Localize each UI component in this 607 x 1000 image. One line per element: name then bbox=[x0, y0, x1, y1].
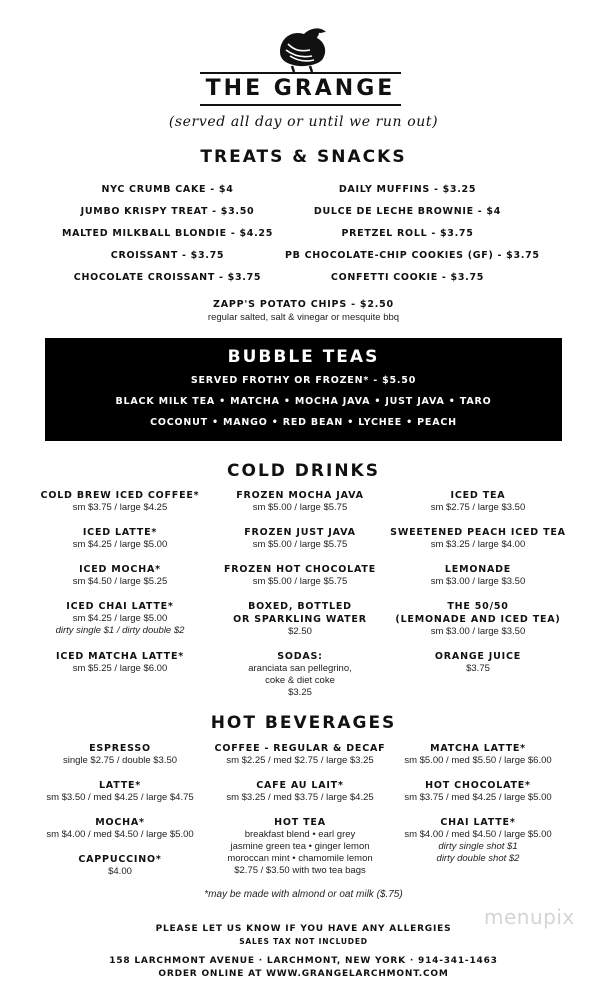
item-name: THE 50/50 bbox=[447, 601, 509, 612]
menu-item bbox=[200, 742, 400, 767]
treat-item: CHOCOLATE CROISSANT - $3.75 bbox=[73, 272, 262, 283]
menu-item bbox=[378, 816, 578, 865]
item-name-line2: OR SPARKLING WATER bbox=[233, 614, 367, 625]
item-name: LATTE* bbox=[98, 780, 142, 791]
tax-note: SALES TAX NOT INCLUDED bbox=[239, 937, 368, 946]
item-name: SWEETENED PEACH ICED TEA bbox=[390, 527, 566, 538]
menu-item bbox=[200, 779, 400, 804]
menu-item bbox=[200, 650, 400, 699]
treat-item: DULCE DE LECHE BROWNIE - $4 bbox=[313, 206, 502, 217]
item-price: sm $3.00 / large $3.50 bbox=[430, 576, 526, 587]
item-desc: coke & diet coke bbox=[265, 675, 335, 686]
item-note: dirty double shot $2 bbox=[436, 853, 520, 864]
menu-item bbox=[200, 816, 400, 877]
hot-heading: HOT BEVERAGES bbox=[210, 713, 397, 733]
item-desc: aranciata san pellegrino, bbox=[248, 663, 352, 674]
item-price: sm $2.75 / large $3.50 bbox=[430, 502, 526, 513]
treat-item: JUMBO KRISPY TREAT - $3.50 bbox=[80, 206, 255, 217]
treats-heading: TREATS & SNACKS bbox=[200, 147, 407, 167]
item-name: SODAS: bbox=[277, 651, 323, 662]
menu-item bbox=[378, 563, 578, 588]
item-price: sm $4.00 / med $4.50 / large $5.00 bbox=[404, 829, 552, 840]
rooster-logo-icon bbox=[270, 24, 336, 72]
item-name-line2: (LEMONADE AND ICED TEA) bbox=[395, 614, 561, 625]
restaurant-title: THE GRANGE bbox=[205, 76, 396, 101]
menu-item bbox=[378, 742, 578, 767]
bubble-heading: BUBBLE TEAS bbox=[227, 347, 380, 367]
item-price: sm $3.75 / med $4.25 / large $5.00 bbox=[404, 792, 552, 803]
cold-heading: COLD DRINKS bbox=[227, 461, 380, 481]
bubble-line: COCONUT • MANGO • RED BEAN • LYCHEE • PEACH bbox=[150, 417, 457, 428]
item-price: sm $4.25 / large $5.00 bbox=[72, 613, 168, 624]
item-name: FROZEN HOT CHOCOLATE bbox=[223, 564, 376, 575]
menu-item bbox=[200, 600, 400, 638]
item-price: $4.00 bbox=[108, 866, 132, 877]
item-price: sm $2.25 / med $2.75 / large $3.25 bbox=[226, 755, 374, 766]
item-price: sm $5.00 / med $5.50 / large $6.00 bbox=[404, 755, 552, 766]
milk-note: *may be made with almond or oat milk ($.75) bbox=[204, 889, 403, 900]
menu-item bbox=[378, 489, 578, 514]
treat-item: DAILY MUFFINS - $3.25 bbox=[338, 184, 477, 195]
menu-item bbox=[378, 650, 578, 675]
menu-item bbox=[20, 650, 220, 675]
item-name: ICED LATTE* bbox=[82, 527, 158, 538]
menu-item bbox=[200, 489, 400, 514]
item-price: sm $5.00 / large $5.75 bbox=[252, 576, 348, 587]
item-desc: jasmine green tea • ginger lemon bbox=[230, 841, 370, 852]
item-price: sm $3.00 / large $3.50 bbox=[430, 626, 526, 637]
item-desc: moroccan mint • chamomile lemon bbox=[227, 853, 373, 864]
item-name: CHAI LATTE* bbox=[440, 817, 516, 828]
bubble-line: BLACK MILK TEA • MATCHA • MOCHA JAVA • JUST JAVA • TARO bbox=[115, 396, 492, 407]
item-note: dirty single shot $1 bbox=[438, 841, 518, 852]
item-name: ESPRESSO bbox=[89, 743, 151, 754]
item-name: ICED CHAI LATTE* bbox=[66, 601, 174, 612]
menu-item bbox=[378, 600, 578, 638]
item-name: CAFE AU LAIT* bbox=[256, 780, 344, 791]
treat-item: PRETZEL ROLL - $3.75 bbox=[341, 228, 474, 239]
item-price: sm $4.00 / med $4.50 / large $5.00 bbox=[46, 829, 194, 840]
menu-item bbox=[20, 742, 220, 767]
treat-item: MALTED MILKBALL BLONDIE - $4.25 bbox=[61, 228, 274, 239]
item-price: sm $3.50 / med $4.25 / large $4.75 bbox=[46, 792, 194, 803]
item-price: sm $3.25 / large $4.00 bbox=[430, 539, 526, 550]
item-name: ICED MOCHA* bbox=[79, 564, 161, 575]
menu-item bbox=[378, 526, 578, 551]
item-name: MOCHA* bbox=[95, 817, 145, 828]
item-name: HOT TEA bbox=[274, 817, 326, 828]
item-price: sm $5.25 / large $6.00 bbox=[72, 663, 168, 674]
item-price: sm $4.25 / large $5.00 bbox=[72, 539, 168, 550]
item-price: $3.75 bbox=[466, 663, 490, 674]
menu-item bbox=[20, 600, 220, 637]
item-name: CAPPUCCINO* bbox=[78, 854, 162, 865]
treat-item: CONFETTI COOKIE - $3.75 bbox=[330, 272, 485, 283]
item-price: $2.50 bbox=[288, 626, 312, 637]
menu-item bbox=[378, 779, 578, 804]
tagline: (served all day or until we run out) bbox=[168, 114, 439, 130]
menu-item bbox=[20, 526, 220, 551]
item-price: sm $4.50 / large $5.25 bbox=[72, 576, 168, 587]
item-desc: breakfast blend • earl grey bbox=[244, 829, 356, 840]
item-name: COFFEE - REGULAR & DECAF bbox=[214, 743, 386, 754]
menu-item bbox=[200, 563, 400, 588]
item-note: dirty single $1 / dirty double $2 bbox=[55, 625, 185, 636]
menu-item bbox=[20, 563, 220, 588]
menu-item bbox=[20, 853, 220, 878]
item-price: sm $5.00 / large $5.75 bbox=[252, 539, 348, 550]
item-name: COLD BREW ICED COFFEE* bbox=[40, 490, 200, 501]
treat-item: NYC CRUMB CAKE - $4 bbox=[101, 184, 234, 195]
chips-sub: regular salted, salt & vinegar or mesquite bbq bbox=[207, 312, 400, 323]
order-online: ORDER ONLINE AT WWW.GRANGELARCHMONT.COM bbox=[158, 969, 449, 979]
item-name: HOT CHOCOLATE* bbox=[425, 780, 531, 791]
item-name: ORANGE JUICE bbox=[434, 651, 522, 662]
bubble-line: SERVED FROTHY OR FROZEN* - $5.50 bbox=[190, 375, 417, 386]
item-price: sm $3.25 / med $3.75 / large $4.25 bbox=[226, 792, 374, 803]
address: 158 LARCHMONT AVENUE · LARCHMONT, NEW YORK · 914-341-1463 bbox=[109, 956, 498, 966]
treat-item: PB CHOCOLATE-CHIP COOKIES (GF) - $3.75 bbox=[285, 250, 540, 261]
menu-item bbox=[200, 526, 400, 551]
item-price: single $2.75 / double $3.50 bbox=[62, 755, 178, 766]
treat-item: CROISSANT - $3.75 bbox=[110, 250, 225, 261]
item-name: MATCHA LATTE* bbox=[430, 743, 526, 754]
item-name: FROZEN JUST JAVA bbox=[244, 527, 356, 538]
menu-item bbox=[20, 816, 220, 841]
chips-item: ZAPP'S POTATO CHIPS - $2.50 bbox=[213, 299, 394, 310]
item-name: ICED MATCHA LATTE* bbox=[55, 651, 185, 662]
item-price: $3.25 bbox=[288, 687, 312, 698]
item-price: sm $3.75 / large $4.25 bbox=[72, 502, 168, 513]
item-name: FROZEN MOCHA JAVA bbox=[236, 490, 364, 501]
item-name: ICED TEA bbox=[450, 490, 506, 501]
menu-item bbox=[20, 779, 220, 804]
item-price: $2.75 / $3.50 with two tea bags bbox=[234, 865, 366, 876]
allergy-note: PLEASE LET US KNOW IF YOU HAVE ANY ALLERGIES bbox=[155, 924, 452, 934]
item-name: LEMONADE bbox=[444, 564, 512, 575]
item-name: BOXED, BOTTLED bbox=[248, 601, 352, 612]
item-price: sm $5.00 / large $5.75 bbox=[252, 502, 348, 513]
menu-item bbox=[20, 489, 220, 514]
watermark: menupix bbox=[484, 905, 575, 929]
